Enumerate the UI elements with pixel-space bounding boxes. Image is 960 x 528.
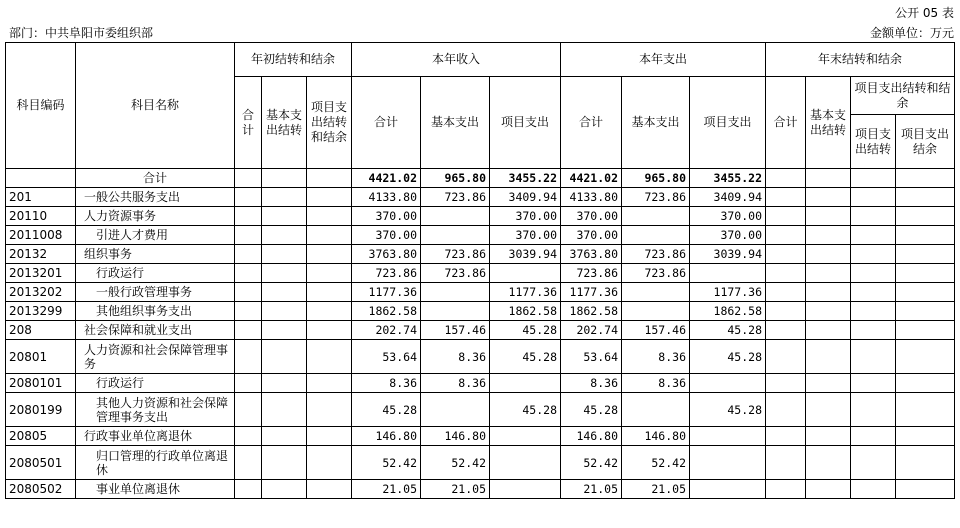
row-begin-basic [262, 207, 307, 226]
table-row [6, 427, 955, 446]
row-expense-basic: 8.36 [622, 374, 690, 393]
row-expense-total: 21.05 [561, 480, 622, 499]
row-begin-total [235, 427, 262, 446]
row-end-total [766, 245, 806, 264]
row-begin-project [307, 427, 352, 446]
row-name: 其他人力资源和社会保障管理事务支出 [76, 393, 235, 427]
row-begin-basic [262, 188, 307, 207]
row-expense-project [690, 374, 766, 393]
row-expense-total: 3763.80 [561, 245, 622, 264]
row-code: 2080501 [6, 446, 76, 480]
row-expense-basic: 146.80 [622, 427, 690, 446]
row-name: 人力资源事务 [76, 207, 235, 226]
row-begin-total [235, 207, 262, 226]
row-end-project-carry [851, 264, 896, 283]
row-income-project: 45.28 [490, 321, 561, 340]
row-income-basic [421, 207, 490, 226]
row-income-total: 3763.80 [352, 245, 421, 264]
row-expense-project: 45.28 [690, 340, 766, 374]
row-begin-project [307, 393, 352, 427]
header-end-group: 年末结转和结余 [766, 43, 955, 77]
row-income-project [490, 446, 561, 480]
row-begin-total [235, 321, 262, 340]
row-end-project-balance [896, 374, 955, 393]
header-end-project-balance: 项目支出结余 [896, 115, 955, 169]
row-code: 20801 [6, 340, 76, 374]
row-code: 2080199 [6, 393, 76, 427]
header-expense-basic: 基本支出 [622, 77, 690, 169]
row-begin-total [235, 393, 262, 427]
row-begin-project [307, 226, 352, 245]
row-income-basic: 21.05 [421, 480, 490, 499]
row-begin-project [307, 340, 352, 374]
row-name: 一般公共服务支出 [76, 188, 235, 207]
row-end-total [766, 340, 806, 374]
row-income-project: 1862.58 [490, 302, 561, 321]
row-end-project-balance [896, 393, 955, 427]
table-number: 公开 05 表 [895, 6, 954, 20]
row-begin-basic [262, 446, 307, 480]
row-code: 2011008 [6, 226, 76, 245]
row-end-project-carry [851, 283, 896, 302]
total-label: 合计 [76, 169, 235, 188]
row-income-project: 370.00 [490, 207, 561, 226]
header-name: 科目名称 [76, 43, 235, 169]
row-end-project-balance [896, 226, 955, 245]
row-end-project-carry [851, 302, 896, 321]
row-code: 2080101 [6, 374, 76, 393]
row-expense-basic: 723.86 [622, 188, 690, 207]
row-name: 引进人才费用 [76, 226, 235, 245]
row-code: 20805 [6, 427, 76, 446]
row-code: 20110 [6, 207, 76, 226]
row-income-total: 52.42 [352, 446, 421, 480]
row-begin-total [235, 340, 262, 374]
row-income-basic [421, 226, 490, 245]
row-begin-project [307, 374, 352, 393]
row-expense-total: 53.64 [561, 340, 622, 374]
row-end-project-carry [851, 321, 896, 340]
department-label: 部门：中共阜阳市委组织部 [9, 26, 154, 40]
row-name: 组织事务 [76, 245, 235, 264]
row-end-basic [806, 207, 851, 226]
row-end-total [766, 321, 806, 340]
row-end-project-balance [896, 283, 955, 302]
row-expense-total: 723.86 [561, 264, 622, 283]
table-row [6, 264, 955, 283]
row-expense-basic [622, 283, 690, 302]
row-begin-total [235, 245, 262, 264]
row-end-total [766, 393, 806, 427]
table-row [6, 302, 955, 321]
row-income-total: 202.74 [352, 321, 421, 340]
header-begin-total: 合计 [235, 77, 262, 169]
row-begin-total [235, 283, 262, 302]
header-end-project-carry: 项目支出结转 [851, 115, 896, 169]
row-code: 201 [6, 188, 76, 207]
row-end-basic [806, 393, 851, 427]
row-expense-project: 45.28 [690, 393, 766, 427]
header-code: 科目编码 [6, 43, 76, 169]
total-expense-total: 4421.02 [561, 169, 622, 188]
table-row [6, 393, 955, 427]
row-expense-basic: 157.46 [622, 321, 690, 340]
row-end-basic [806, 226, 851, 245]
row-expense-total: 4133.80 [561, 188, 622, 207]
row-begin-project [307, 188, 352, 207]
amount-unit-label: 金额单位：万元 [869, 26, 954, 40]
row-expense-total: 146.80 [561, 427, 622, 446]
row-expense-project [690, 480, 766, 499]
row-begin-project [307, 480, 352, 499]
total-income-project: 3455.22 [490, 169, 561, 188]
row-income-basic: 723.86 [421, 188, 490, 207]
row-expense-project [690, 427, 766, 446]
row-end-project-balance [896, 427, 955, 446]
row-end-total [766, 264, 806, 283]
row-end-basic [806, 302, 851, 321]
header-income-project: 项目支出 [490, 77, 561, 169]
row-begin-project [307, 245, 352, 264]
row-expense-basic: 723.86 [622, 264, 690, 283]
row-expense-total: 1862.58 [561, 302, 622, 321]
table-row [6, 283, 955, 302]
row-income-basic [421, 302, 490, 321]
row-end-total [766, 374, 806, 393]
row-expense-total: 202.74 [561, 321, 622, 340]
row-begin-basic [262, 480, 307, 499]
row-income-project: 370.00 [490, 226, 561, 245]
row-end-basic [806, 264, 851, 283]
row-name: 社会保障和就业支出 [76, 321, 235, 340]
row-expense-project: 3409.94 [690, 188, 766, 207]
row-expense-project: 3039.94 [690, 245, 766, 264]
row-end-project-balance [896, 340, 955, 374]
row-code: 2013202 [6, 283, 76, 302]
row-income-total: 1177.36 [352, 283, 421, 302]
row-code: 2080502 [6, 480, 76, 499]
row-begin-total [235, 374, 262, 393]
row-income-project: 1177.36 [490, 283, 561, 302]
row-income-basic: 52.42 [421, 446, 490, 480]
header-end-basic: 基本支出结转 [806, 77, 851, 169]
row-code: 20132 [6, 245, 76, 264]
row-name: 事业单位离退休 [76, 480, 235, 499]
row-end-basic [806, 480, 851, 499]
row-expense-project: 45.28 [690, 321, 766, 340]
row-expense-total: 52.42 [561, 446, 622, 480]
row-end-total [766, 188, 806, 207]
row-income-project: 45.28 [490, 393, 561, 427]
row-end-project-balance [896, 245, 955, 264]
row-end-basic [806, 245, 851, 264]
row-end-project-balance [896, 302, 955, 321]
row-expense-basic: 8.36 [622, 340, 690, 374]
table-row [6, 207, 955, 226]
row-begin-project [307, 302, 352, 321]
row-begin-project [307, 207, 352, 226]
row-expense-total: 45.28 [561, 393, 622, 427]
row-end-project-balance [896, 321, 955, 340]
row-end-project-carry [851, 226, 896, 245]
row-end-project-carry [851, 393, 896, 427]
row-begin-project [307, 446, 352, 480]
row-expense-total: 370.00 [561, 207, 622, 226]
row-income-total: 45.28 [352, 393, 421, 427]
budget-table [5, 42, 955, 499]
table-row [6, 340, 955, 374]
row-income-total: 723.86 [352, 264, 421, 283]
row-end-total [766, 207, 806, 226]
row-expense-project [690, 264, 766, 283]
header-expense-project: 项目支出 [690, 77, 766, 169]
row-income-total: 53.64 [352, 340, 421, 374]
header-income-group: 本年收入 [352, 43, 561, 77]
row-income-project: 45.28 [490, 340, 561, 374]
row-begin-total [235, 264, 262, 283]
row-end-project-carry [851, 188, 896, 207]
row-name: 行政事业单位离退休 [76, 427, 235, 446]
header-end-project-group: 项目支出结转和结余 [851, 77, 955, 115]
row-income-total: 146.80 [352, 427, 421, 446]
row-income-basic: 8.36 [421, 340, 490, 374]
row-end-basic [806, 188, 851, 207]
row-expense-project: 370.00 [690, 226, 766, 245]
row-end-total [766, 446, 806, 480]
header-begin-group: 年初结转和结余 [235, 43, 352, 77]
header-expense-group: 本年支出 [561, 43, 766, 77]
row-income-basic: 723.86 [421, 245, 490, 264]
row-end-project-balance [896, 264, 955, 283]
row-begin-basic [262, 374, 307, 393]
row-end-project-balance [896, 446, 955, 480]
row-name: 行政运行 [76, 264, 235, 283]
row-expense-total: 8.36 [561, 374, 622, 393]
row-end-project-carry [851, 207, 896, 226]
row-begin-total [235, 446, 262, 480]
row-end-basic [806, 321, 851, 340]
row-begin-total [235, 480, 262, 499]
row-expense-project [690, 446, 766, 480]
row-end-total [766, 226, 806, 245]
row-name: 行政运行 [76, 374, 235, 393]
total-expense-basic: 965.80 [622, 169, 690, 188]
row-expense-basic [622, 226, 690, 245]
row-income-project: 3409.94 [490, 188, 561, 207]
row-end-project-carry [851, 480, 896, 499]
row-expense-basic: 723.86 [622, 245, 690, 264]
row-expense-basic: 52.42 [622, 446, 690, 480]
table-row [6, 446, 955, 480]
row-end-total [766, 427, 806, 446]
total-income-basic: 965.80 [421, 169, 490, 188]
row-name: 其他组织事务支出 [76, 302, 235, 321]
row-income-basic: 8.36 [421, 374, 490, 393]
row-begin-basic [262, 264, 307, 283]
row-end-total [766, 283, 806, 302]
row-begin-total [235, 226, 262, 245]
row-name: 人力资源和社会保障管理事务 [76, 340, 235, 374]
header-income-total: 合计 [352, 77, 421, 169]
table-row [6, 374, 955, 393]
row-expense-project: 370.00 [690, 207, 766, 226]
row-expense-basic [622, 393, 690, 427]
total-expense-project: 3455.22 [690, 169, 766, 188]
row-expense-basic [622, 207, 690, 226]
row-income-total: 370.00 [352, 207, 421, 226]
row-end-project-balance [896, 188, 955, 207]
header-income-basic: 基本支出 [421, 77, 490, 169]
row-begin-total [235, 188, 262, 207]
row-end-project-balance [896, 207, 955, 226]
row-income-project [490, 374, 561, 393]
row-code: 208 [6, 321, 76, 340]
row-expense-basic [622, 302, 690, 321]
row-expense-project: 1862.58 [690, 302, 766, 321]
row-end-project-carry [851, 446, 896, 480]
row-expense-total: 1177.36 [561, 283, 622, 302]
row-income-project [490, 264, 561, 283]
row-income-total: 370.00 [352, 226, 421, 245]
row-end-project-carry [851, 340, 896, 374]
total-row [6, 169, 955, 188]
row-expense-basic: 21.05 [622, 480, 690, 499]
row-end-basic [806, 446, 851, 480]
row-name: 归口管理的行政单位离退休 [76, 446, 235, 480]
row-end-basic [806, 427, 851, 446]
row-end-basic [806, 340, 851, 374]
row-begin-basic [262, 321, 307, 340]
row-end-project-balance [896, 480, 955, 499]
row-income-basic: 146.80 [421, 427, 490, 446]
row-income-basic [421, 283, 490, 302]
row-income-total: 4133.80 [352, 188, 421, 207]
row-end-basic [806, 374, 851, 393]
row-income-project [490, 427, 561, 446]
row-income-project [490, 480, 561, 499]
header-end-total: 合计 [766, 77, 806, 169]
header-begin-basic: 基本支出结转 [262, 77, 307, 169]
row-income-total: 8.36 [352, 374, 421, 393]
row-begin-basic [262, 427, 307, 446]
row-income-project: 3039.94 [490, 245, 561, 264]
row-end-project-carry [851, 374, 896, 393]
row-begin-basic [262, 393, 307, 427]
row-begin-basic [262, 340, 307, 374]
total-income-total: 4421.02 [352, 169, 421, 188]
table-row [6, 480, 955, 499]
row-begin-basic [262, 245, 307, 264]
row-begin-project [307, 321, 352, 340]
row-expense-total: 370.00 [561, 226, 622, 245]
row-code: 2013299 [6, 302, 76, 321]
row-begin-project [307, 283, 352, 302]
row-end-basic [806, 283, 851, 302]
table-row [6, 226, 955, 245]
row-begin-basic [262, 226, 307, 245]
table-row [6, 188, 955, 207]
row-expense-project: 1177.36 [690, 283, 766, 302]
row-end-project-carry [851, 427, 896, 446]
row-begin-basic [262, 302, 307, 321]
row-end-total [766, 480, 806, 499]
row-code: 2013201 [6, 264, 76, 283]
row-end-project-carry [851, 245, 896, 264]
row-income-total: 21.05 [352, 480, 421, 499]
header-begin-project: 项目支出结转和结余 [307, 77, 352, 169]
row-begin-basic [262, 283, 307, 302]
row-income-basic: 723.86 [421, 264, 490, 283]
row-income-basic [421, 393, 490, 427]
row-name: 一般行政管理事务 [76, 283, 235, 302]
row-income-basic: 157.46 [421, 321, 490, 340]
row-end-total [766, 302, 806, 321]
row-begin-total [235, 302, 262, 321]
table-row [6, 321, 955, 340]
table-row [6, 245, 955, 264]
row-income-total: 1862.58 [352, 302, 421, 321]
row-begin-project [307, 264, 352, 283]
header-expense-total: 合计 [561, 77, 622, 169]
